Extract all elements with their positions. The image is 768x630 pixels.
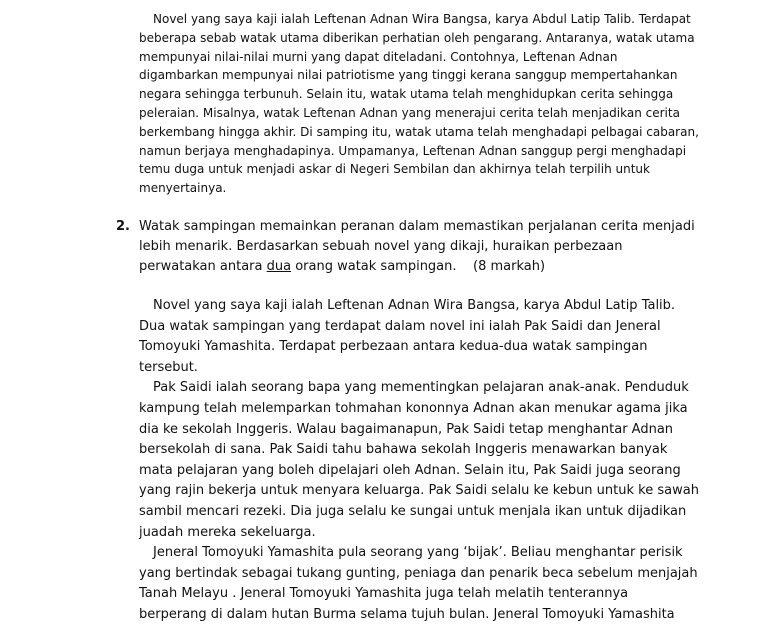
answer-2-line: kampung telah melemparkan tohmahan kononnya Adnan akan menukar agama jika — [139, 400, 688, 416]
underlined-word: dua — [266, 259, 292, 274]
answer-1-line: namun berjaya menghadapinya. Umpamanya, Leftenan Adnan sanggup pergi menghadapi — [139, 143, 687, 158]
answer-1-line: berkembang hingga akhir. Di samping itu, watak utama telah menghadapi pelbagai cabaran, — [139, 124, 699, 139]
answer-2-line: berperang di dalam hutan Burma selama tujuh bulan. Jeneral Tomoyuki Yamashita — [139, 606, 675, 622]
answer-2-line: Novel yang saya kaji ialah Leftenan Adnan Wira Bangsa, karya Abdul Latip Talib. — [153, 298, 676, 313]
answer-1-line: beberapa sebab watak utama diberikan perhatian oleh pengarang. Antaranya, watak utama — [139, 30, 695, 45]
answer-2-line: Dua watak sampingan yang terdapat dalam novel ini ialah Pak Saidi dan Jeneral — [139, 318, 661, 334]
question-line: lebih menarik. Berdasarkan sebuah novel yang dikaji, huraikan perbezaan — [139, 239, 623, 254]
question-text-segment: perwatakan antara — [139, 259, 267, 274]
question-line — [139, 257, 695, 277]
answer-1-line: menyertainya. — [139, 181, 227, 196]
answer-2-line: mata pelajaran yang boleh dipelajari oleh Adnan. Selain itu, Pak Saidi juga seorang — [139, 462, 681, 478]
answer-2-paragraph — [139, 296, 699, 626]
answer-2-line: bersekolah di sana. Pak Saidi tahu bahawa sekolah Inggeris menawarkan banyak — [139, 442, 668, 458]
answer-1-line: digambarkan mempunyai nilai patriotisme yang tinggi kerana sanggup mempertahankan — [139, 68, 678, 83]
answer-2-line: yang rajin bekerja untuk menyara keluarga. Pak Saidi selalu ke kebun untuk ke sawah — [139, 483, 699, 499]
answer-2-line: Jeneral Tomoyuki Yamashita pula seorang yang ‘bijak’. Beliau menghantar perisik — [153, 545, 683, 561]
answer-1-paragraph — [139, 10, 699, 198]
answer-1-line: mempunyai nilai-nilai murni yang dapat diteladani. Contohnya, Leftenan Adnan — [139, 49, 618, 64]
answer-1-line: negara sehingga terbunuh. Selain itu, watak utama telah menghidupkan cerita sehingga — [139, 87, 674, 102]
answer-2-line: juadah mereka sekeluarga. — [139, 524, 316, 540]
question-marks: orang watak sampingan. (8 markah) — [291, 259, 546, 274]
answer-2-line: Pak Saidi ialah seorang bapa yang mementingkan pelajaran anak-anak. Penduduk — [153, 380, 689, 396]
question-text — [139, 217, 695, 277]
answer-2-line: Tanah Melayu . Jeneral Tomoyuki Yamashita juga telah melatih tenterannya — [139, 586, 629, 602]
answer-1-line: temu duga untuk menjadi askar di Negeri Sembilan dan akhirnya telah terpilih untuk — [139, 162, 650, 177]
answer-2-line: Tomoyuki Yamashita. Terdapat perbezaan antara kedua-dua watak sampingan — [139, 339, 648, 355]
answer-2-line: dia ke sekolah Inggeris. Walau bagaimanapun, Pak Saidi tetap menghantar Adnan — [139, 421, 674, 437]
answer-2-line: sambil mencari rezeki. Dia juga selalu ke sungai untuk menjala ikan untuk dijadikan — [139, 503, 687, 519]
answer-1-line: Novel yang saya kaji ialah Leftenan Adnan Wira Bangsa, karya Abdul Latip Talib. Terdapat — [153, 12, 691, 26]
answer-2-line: tersebut. — [139, 359, 198, 375]
question-number: 2. — [116, 219, 130, 234]
answer-2-line: yang bertindak sebagai tukang gunting, peniaga dan penarik beca sebelum menjajah — [139, 565, 698, 581]
question-line: Watak sampingan memainkan peranan dalam memastikan perjalanan cerita menjadi — [139, 219, 695, 234]
answer-1-line: peleraian. Misalnya, watak Leftenan Adnan yang menerajui cerita telah menjadikan cerita — [139, 105, 680, 120]
